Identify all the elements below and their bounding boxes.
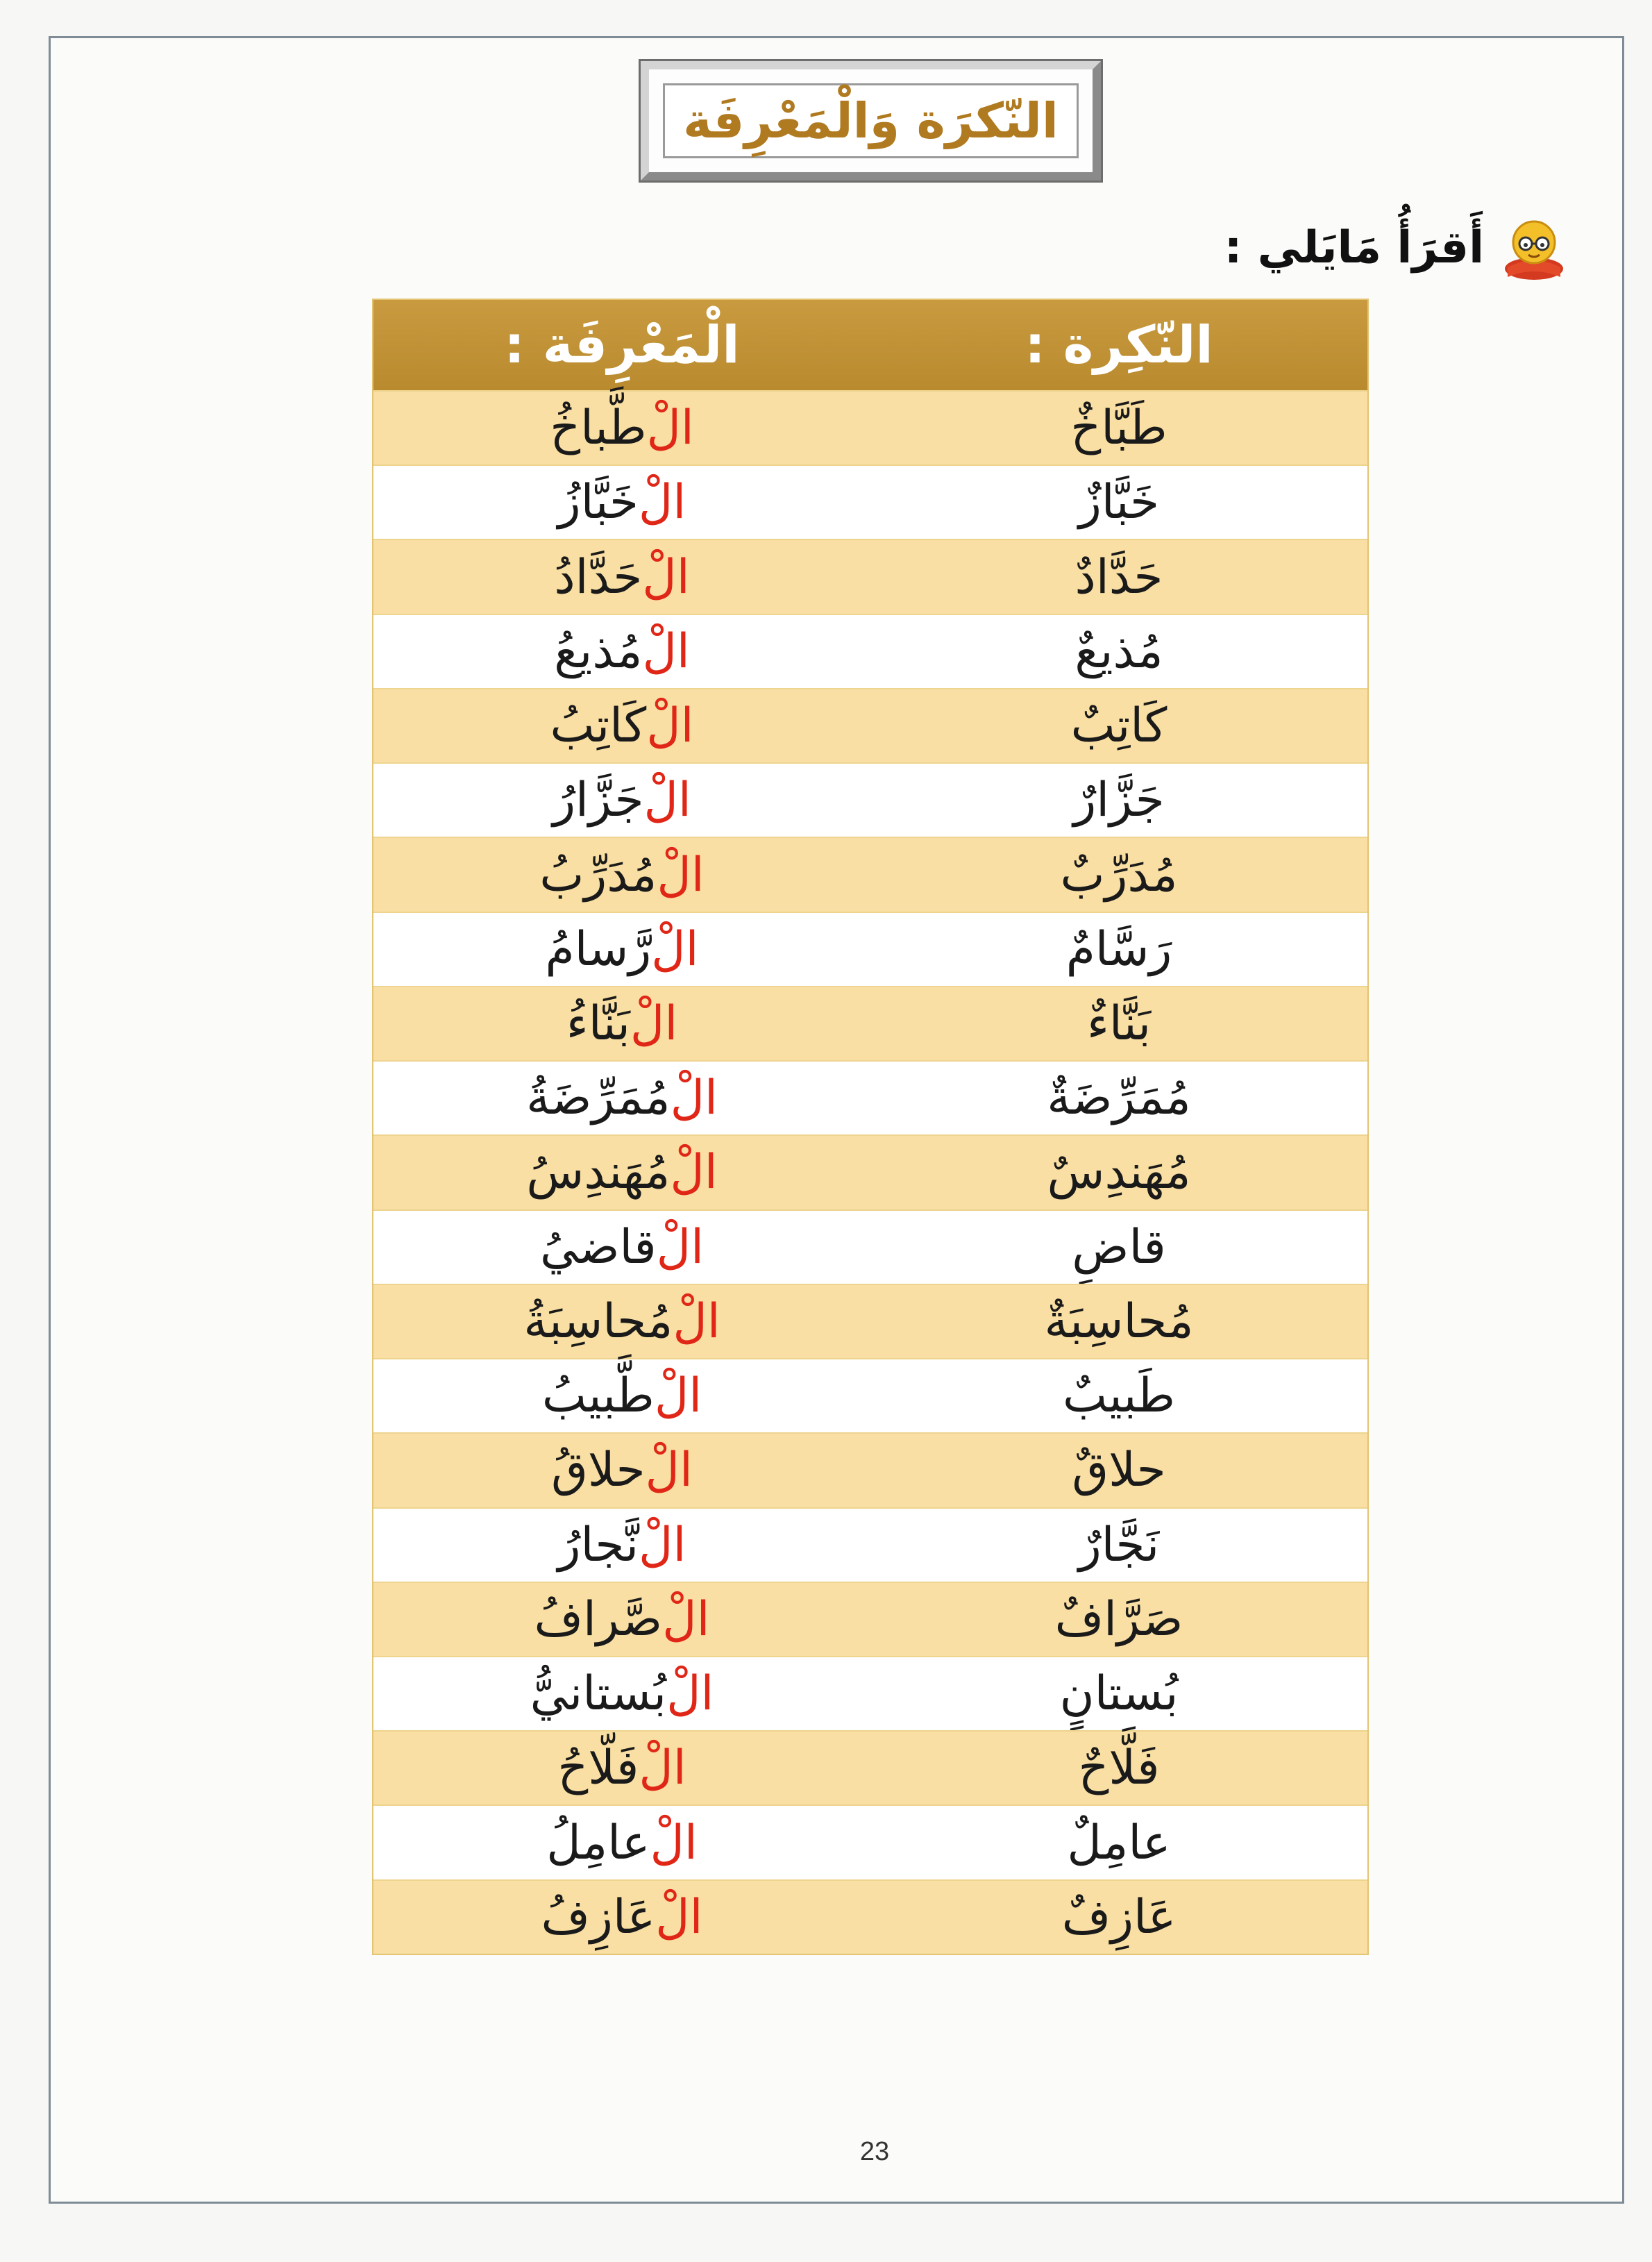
- table-row: [373, 1284, 1367, 1358]
- cell-indefinite: عامِلٌ: [1067, 1815, 1171, 1870]
- definite-article: الْ: [655, 1889, 703, 1945]
- table-row: [373, 1507, 1367, 1582]
- definite-word-stem: صَّرافُ: [534, 1591, 663, 1647]
- cell-definite: [373, 689, 870, 762]
- cell-indefinite: طَبَّاخٌ: [1070, 401, 1168, 456]
- table-row: [373, 614, 1367, 688]
- definite-article: الْ: [654, 1368, 702, 1424]
- table-row: [373, 1879, 1367, 1954]
- table-row: [373, 464, 1367, 539]
- title-frame: [641, 61, 1101, 181]
- table-row: [373, 1060, 1367, 1134]
- definite-article: الْ: [656, 1219, 704, 1275]
- definite-word-stem: طَّباخُ: [550, 401, 647, 456]
- table-row: [373, 762, 1367, 837]
- cell-indefinite: طَبيبٌ: [1063, 1368, 1175, 1424]
- table-row: [373, 390, 1367, 464]
- definite-article: الْ: [657, 847, 705, 903]
- definite-article: الْ: [645, 1443, 693, 1498]
- definite-word-stem: عَازِفُ: [541, 1889, 656, 1945]
- cell-definite: [373, 1509, 870, 1582]
- page-number: 23: [859, 2137, 890, 2166]
- cell-definite: [373, 1285, 870, 1358]
- definite-article: الْ: [639, 1517, 686, 1573]
- cell-definite: [373, 1657, 870, 1730]
- cell-definite: [373, 987, 870, 1060]
- cell-indefinite: مُذيعٌ: [1074, 623, 1163, 679]
- definite-article: الْ: [666, 1666, 714, 1722]
- definite-word-stem: رَّسامُ: [545, 921, 652, 977]
- definite-article: الْ: [639, 1741, 686, 1796]
- instruction-text: أَقرَأُ مَايَلي :: [1224, 222, 1484, 274]
- definite-word-stem: عامِلُ: [546, 1815, 650, 1870]
- cell-indefinite: جَزَّارٌ: [1073, 773, 1165, 828]
- cell-indefinite: مُمَرِّضَةٌ: [1047, 1071, 1191, 1126]
- table-row: [373, 1358, 1367, 1432]
- definite-word-stem: مُذيعُ: [554, 623, 643, 679]
- definite-word-stem: خَبَّازُ: [557, 475, 639, 530]
- definite-word-stem: بَنَّاءُ: [566, 996, 630, 1051]
- definite-word-stem: فَلّاحُ: [557, 1741, 639, 1796]
- cell-definite: [373, 1359, 870, 1432]
- cell-indefinite: مُدَرِّبٌ: [1060, 847, 1178, 903]
- cell-indefinite: رَسَّامٌ: [1065, 921, 1172, 977]
- definite-article: الْ: [662, 1591, 710, 1647]
- table-row: [373, 1804, 1367, 1879]
- header-indefinite: النّكِرة :: [1025, 315, 1213, 375]
- reading-student-icon: [1499, 213, 1569, 283]
- cell-indefinite: بَنَّاءٌ: [1086, 996, 1152, 1051]
- cell-indefinite: صَرَّافٌ: [1054, 1591, 1183, 1647]
- cell-definite: [373, 540, 870, 613]
- definite-article: الْ: [630, 996, 678, 1051]
- definite-word-stem: مُهَندِسُ: [526, 1145, 671, 1200]
- cell-indefinite: خَبَّازٌ: [1078, 475, 1160, 530]
- definite-article: الْ: [646, 401, 694, 456]
- definite-article: الْ: [642, 623, 690, 679]
- definite-article: الْ: [651, 921, 699, 977]
- definite-article: الْ: [650, 1815, 698, 1870]
- definite-article: الْ: [670, 1071, 718, 1126]
- definite-article: الْ: [670, 1145, 718, 1200]
- cell-definite: [373, 1583, 870, 1656]
- cell-indefinite: كَاتِبٌ: [1070, 698, 1168, 754]
- table-header: [373, 300, 1367, 390]
- cell-definite: [373, 838, 870, 911]
- definite-article: الْ: [646, 698, 694, 754]
- table-row: [373, 1656, 1367, 1730]
- definite-word-stem: مُدَرِّبُ: [539, 847, 657, 903]
- definite-article: الْ: [673, 1293, 720, 1349]
- definite-word-stem: مُحاسِبَةُ: [523, 1293, 673, 1349]
- cell-indefinite: حَدَّادٌ: [1074, 549, 1163, 605]
- table-row: [373, 1134, 1367, 1209]
- definite-article: الْ: [643, 773, 691, 828]
- page-title: النّكرَة وَالْمَعْرِفَة: [683, 92, 1059, 149]
- definite-article: الْ: [638, 475, 686, 530]
- title-inner-frame: [663, 83, 1079, 158]
- vocabulary-table: [372, 299, 1369, 1955]
- definite-word-stem: كَاتِبُ: [550, 698, 647, 754]
- cell-indefinite: عَازِفٌ: [1061, 1889, 1177, 1945]
- table-row: [373, 1432, 1367, 1507]
- cell-indefinite: قاضٍ: [1072, 1219, 1166, 1275]
- table-row: [373, 837, 1367, 911]
- instruction: [1224, 210, 1569, 286]
- table-row: [373, 1209, 1367, 1284]
- table-row: [373, 539, 1367, 613]
- table-row: [373, 1730, 1367, 1804]
- definite-article: الْ: [642, 549, 690, 605]
- definite-word-stem: مُمَرِّضَةُ: [526, 1071, 671, 1126]
- cell-definite: [373, 1062, 870, 1134]
- cell-definite: [373, 466, 870, 539]
- cell-indefinite: مُحاسِبَةٌ: [1044, 1293, 1194, 1349]
- table-body: [373, 390, 1367, 1954]
- cell-definite: [373, 764, 870, 837]
- cell-definite: [373, 1136, 870, 1209]
- cell-indefinite: بُستانٍ: [1059, 1666, 1179, 1722]
- definite-word-stem: حلاقُ: [551, 1443, 646, 1498]
- cell-definite: [373, 392, 870, 464]
- definite-word-stem: نَّجارُ: [557, 1517, 639, 1573]
- cell-definite: [373, 1881, 870, 1954]
- definite-word-stem: قاضيُ: [540, 1219, 657, 1275]
- cell-definite: [373, 913, 870, 986]
- cell-definite: [373, 615, 870, 688]
- definite-word-stem: بُستانيُّ: [530, 1666, 667, 1722]
- definite-word-stem: حَدَّادُ: [554, 549, 643, 605]
- cell-indefinite: فَلَّاحٌ: [1078, 1741, 1160, 1796]
- cell-definite: [373, 1806, 870, 1879]
- definite-word-stem: جَزَّارُ: [553, 773, 644, 828]
- table-row: [373, 688, 1367, 762]
- cell-definite: [373, 1732, 870, 1804]
- table-row: [373, 912, 1367, 986]
- table-row: [373, 986, 1367, 1060]
- header-definite: الْمَعْرِفَة :: [504, 315, 740, 375]
- cell-indefinite: حلاقٌ: [1072, 1443, 1166, 1498]
- table-row: [373, 1582, 1367, 1656]
- cell-definite: [373, 1211, 870, 1284]
- definite-word-stem: طَّبيبُ: [541, 1368, 655, 1424]
- cell-indefinite: مُهَندِسٌ: [1047, 1145, 1191, 1200]
- cell-indefinite: نَجَّارٌ: [1078, 1517, 1160, 1573]
- cell-definite: [373, 1434, 870, 1507]
